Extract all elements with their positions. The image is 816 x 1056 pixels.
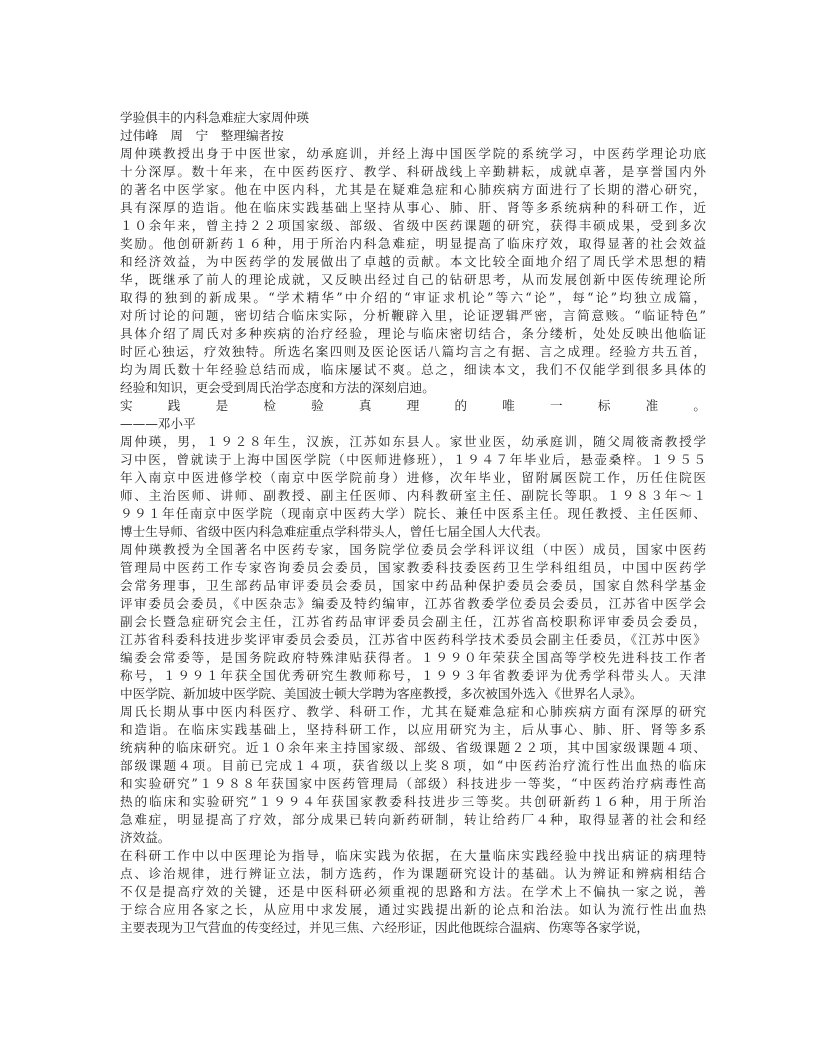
text-line: ———邓小平 [120, 416, 196, 431]
text-line: 博士生导师、省级中医内科急难症重点学科带头人，曾任七届全国人大代表。 [120, 524, 549, 539]
paragraph [120, 145, 706, 397]
paragraph [120, 397, 706, 433]
text-line: 习中医，曾就读于上海中国医学院（中医师进修班），１９４７年毕业后，悬壶桑梓。１９５５ [120, 452, 706, 467]
document-page [120, 109, 706, 937]
text-line: 主要表现为卫气营血的传变经过，并见三焦、六经形证，因此他既综合温病、伤寒等各家学说， [120, 920, 649, 935]
paragraph [120, 847, 706, 937]
text-line: 济效益。 [120, 830, 171, 845]
text-line: 管理局中医药工作专家咨询委员会委员，国家教委科技委医药卫生学科组组员，中国中医药学 [120, 560, 706, 575]
text-line: 奖励。他创研新药１６种，用于所治内科急难症，明显提高了临床疗效，取得显著的社会效益 [120, 236, 706, 251]
paragraph [120, 703, 706, 847]
text-line: 副会长暨急症研究会主任，江苏省药品审评委员会副主任，江苏省高校职称评审委员会委员， [120, 614, 706, 629]
text-line: 中医学院、新加坡中医学院、美国波士顿大学聘为客座教授，多次被国外选入《世界名人录》。 [120, 686, 643, 701]
text-line: 周氏长期从事中医内科医疗、教学、科研工作，尤其在疑难急症和心肺疾病方面有深厚的研究 [120, 704, 706, 719]
text-line: 统病种的临床研究。近１０余年来主持国家级、部级、省级课题２２项，其中国家级课题４项、 [120, 740, 706, 755]
text-line: 师、主治医师、讲师、副教授、副主任医师、内科教研室主任、副院长等职。１９８３年～１ [120, 488, 706, 503]
text-line: 经验和知识，更会受到周氏治学态度和方法的深刻启迪。 [120, 380, 435, 395]
text-line: 时匠心独运，疗效独特。所选名案四则及医论医话八篇均言之有据、言之成理。经验方共五首， [120, 344, 706, 359]
text-line: 和造诣。在临床实践基础上，坚持科研工作，以应用研究为主，后从事心、肺、肝、肾等多系 [120, 722, 706, 737]
text-line: 和经济效益，为中医药学的发展做出了卓越的贡献。本文比较全面地介绍了周氏学术思想的精 [120, 254, 706, 269]
text-line: 具体介绍了周氏对多种疾病的治疗经验，理论与临床密切结合，条分缕析，处处反映出他临证 [120, 326, 706, 341]
text-line: 和实验研究”１９８８年获国家中医药管理局（部级）科技进步一等奖，“中医药治疗病毒性高 [120, 776, 706, 791]
text-line: 会常务理事，卫生部药品审评委员会委员，国家中药品种保护委员会委员，国家自然科学基金 [120, 578, 706, 593]
document-body [120, 145, 706, 937]
text-line: 十分深厚。数十年来，在中医药医疗、教学、科研战线上辛勤耕耘，成就卓著，是享誉国内外 [120, 164, 706, 179]
text-line: 在科研工作中以中医理论为指导，临床实践为依据，在大量临床实践经验中找出病证的病理特 [120, 848, 706, 863]
text-line: 周仲瑛教授为全国著名中医药专家，国务院学位委员会学科评议组（中医）成员，国家中医药 [120, 542, 706, 557]
text-line: 编委会常委等，是国务院政府特殊津贴获得者。１９９０年荣获全国高等学校先进科技工作者 [120, 650, 706, 665]
text-line: 年入南京中医进修学校（南京中医学院前身）进修，次年毕业，留附属医院工作，历任住院医 [120, 470, 706, 485]
text-line: 江苏省科委科技进步奖评审委员会委员，江苏省中医药科学技术委员会副主任委员，《江苏中医》 [120, 632, 706, 647]
text-line: 评审委员会委员，《中医杂志》编委及特约编审，江苏省教委学位委员会委员，江苏省中医学会 [120, 596, 706, 611]
text-line: 不仅是提高疗效的关键，还是中医科研必须重视的思路和方法。在学术上不偏执一家之说，善 [120, 884, 706, 899]
text-line: 称号，１９９１年获全国优秀研究生教师称号，１９９３年省教委评为优秀学科带头人。天津 [120, 668, 706, 683]
text-line: 均为周氏数十年经验总结而成，临床屡试不爽。总之，细读本文，我们不仅能学到很多具体的 [120, 362, 706, 377]
text-line: ９９１年任南京中医学院（现南京中医药大学）院长、兼任中医系主任。现任教授、主任医师、 [120, 506, 706, 521]
paragraph [120, 541, 706, 703]
text-line: 周仲瑛，男，１９２８年生，汉族，江苏如东县人。家世业医，幼承庭训，随父周筱斋教授学 [120, 434, 706, 449]
text-line: 具有深厚的造诣。他在临床实践基础上坚持从事心、肺、肝、肾等多系统病种的科研工作，近 [120, 200, 706, 215]
text-line: 的著名中医学家。他在中医内科，尤其是在疑难急症和心肺疾病方面进行了长期的潜心研究， [120, 182, 706, 197]
document-title: 学验俱丰的内科急难症大家周仲瑛 [120, 110, 309, 125]
document-authors: 过伟峰 周 宁 整理编者按 [120, 128, 284, 143]
text-line: 周仲瑛教授出身于中医世家，幼承庭训，并经上海中国医学院的系统学习，中医药学理论功底 [120, 146, 706, 161]
text-line: 热的临床和实验研究”１９９４年获国家教委科技进步三等奖。共创研新药１６种，用于所治 [120, 794, 706, 809]
text-line: 部级课题４项。目前已完成１４项，获省级以上奖８项，如“中医药治疗流行性出血热的临床 [120, 758, 706, 773]
text-line: 实践是检验真理的唯一标准。 [120, 398, 706, 413]
text-line: １０余年来，曾主持２２项国家级、部级、省级中医药课题的研究，获得丰硕成果，受到多次 [120, 218, 706, 233]
text-line: 急难症，明显提高了疗效，部分成果已转向新药研制，转让给药厂４种，取得显著的社会和经 [120, 812, 706, 827]
paragraph [120, 433, 706, 541]
text-line: 于综合应用各家之长，从应用中求发展，通过实践提出新的论点和治法。如认为流行性出血热 [120, 902, 706, 917]
text-line: 点、诊治规律，进行辨证立法，制方选药，作为课题研究设计的基础。认为辨证和辨病相结合 [120, 866, 706, 881]
text-line: 取得的独到的新成果。“学术精华”中介绍的“审证求机论”等六“论”，每“论”均独立成篇， [120, 290, 706, 305]
text-line: 对所讨论的问题，密切结合临床实际，分析鞭辟入里，论证逻辑严密，言简意赅。“临证特色” [120, 308, 706, 323]
text-line: 华，既继承了前人的理论成就，又反映出经过自己的钻研思考，从而发展创新中医传统理论所 [120, 272, 706, 287]
